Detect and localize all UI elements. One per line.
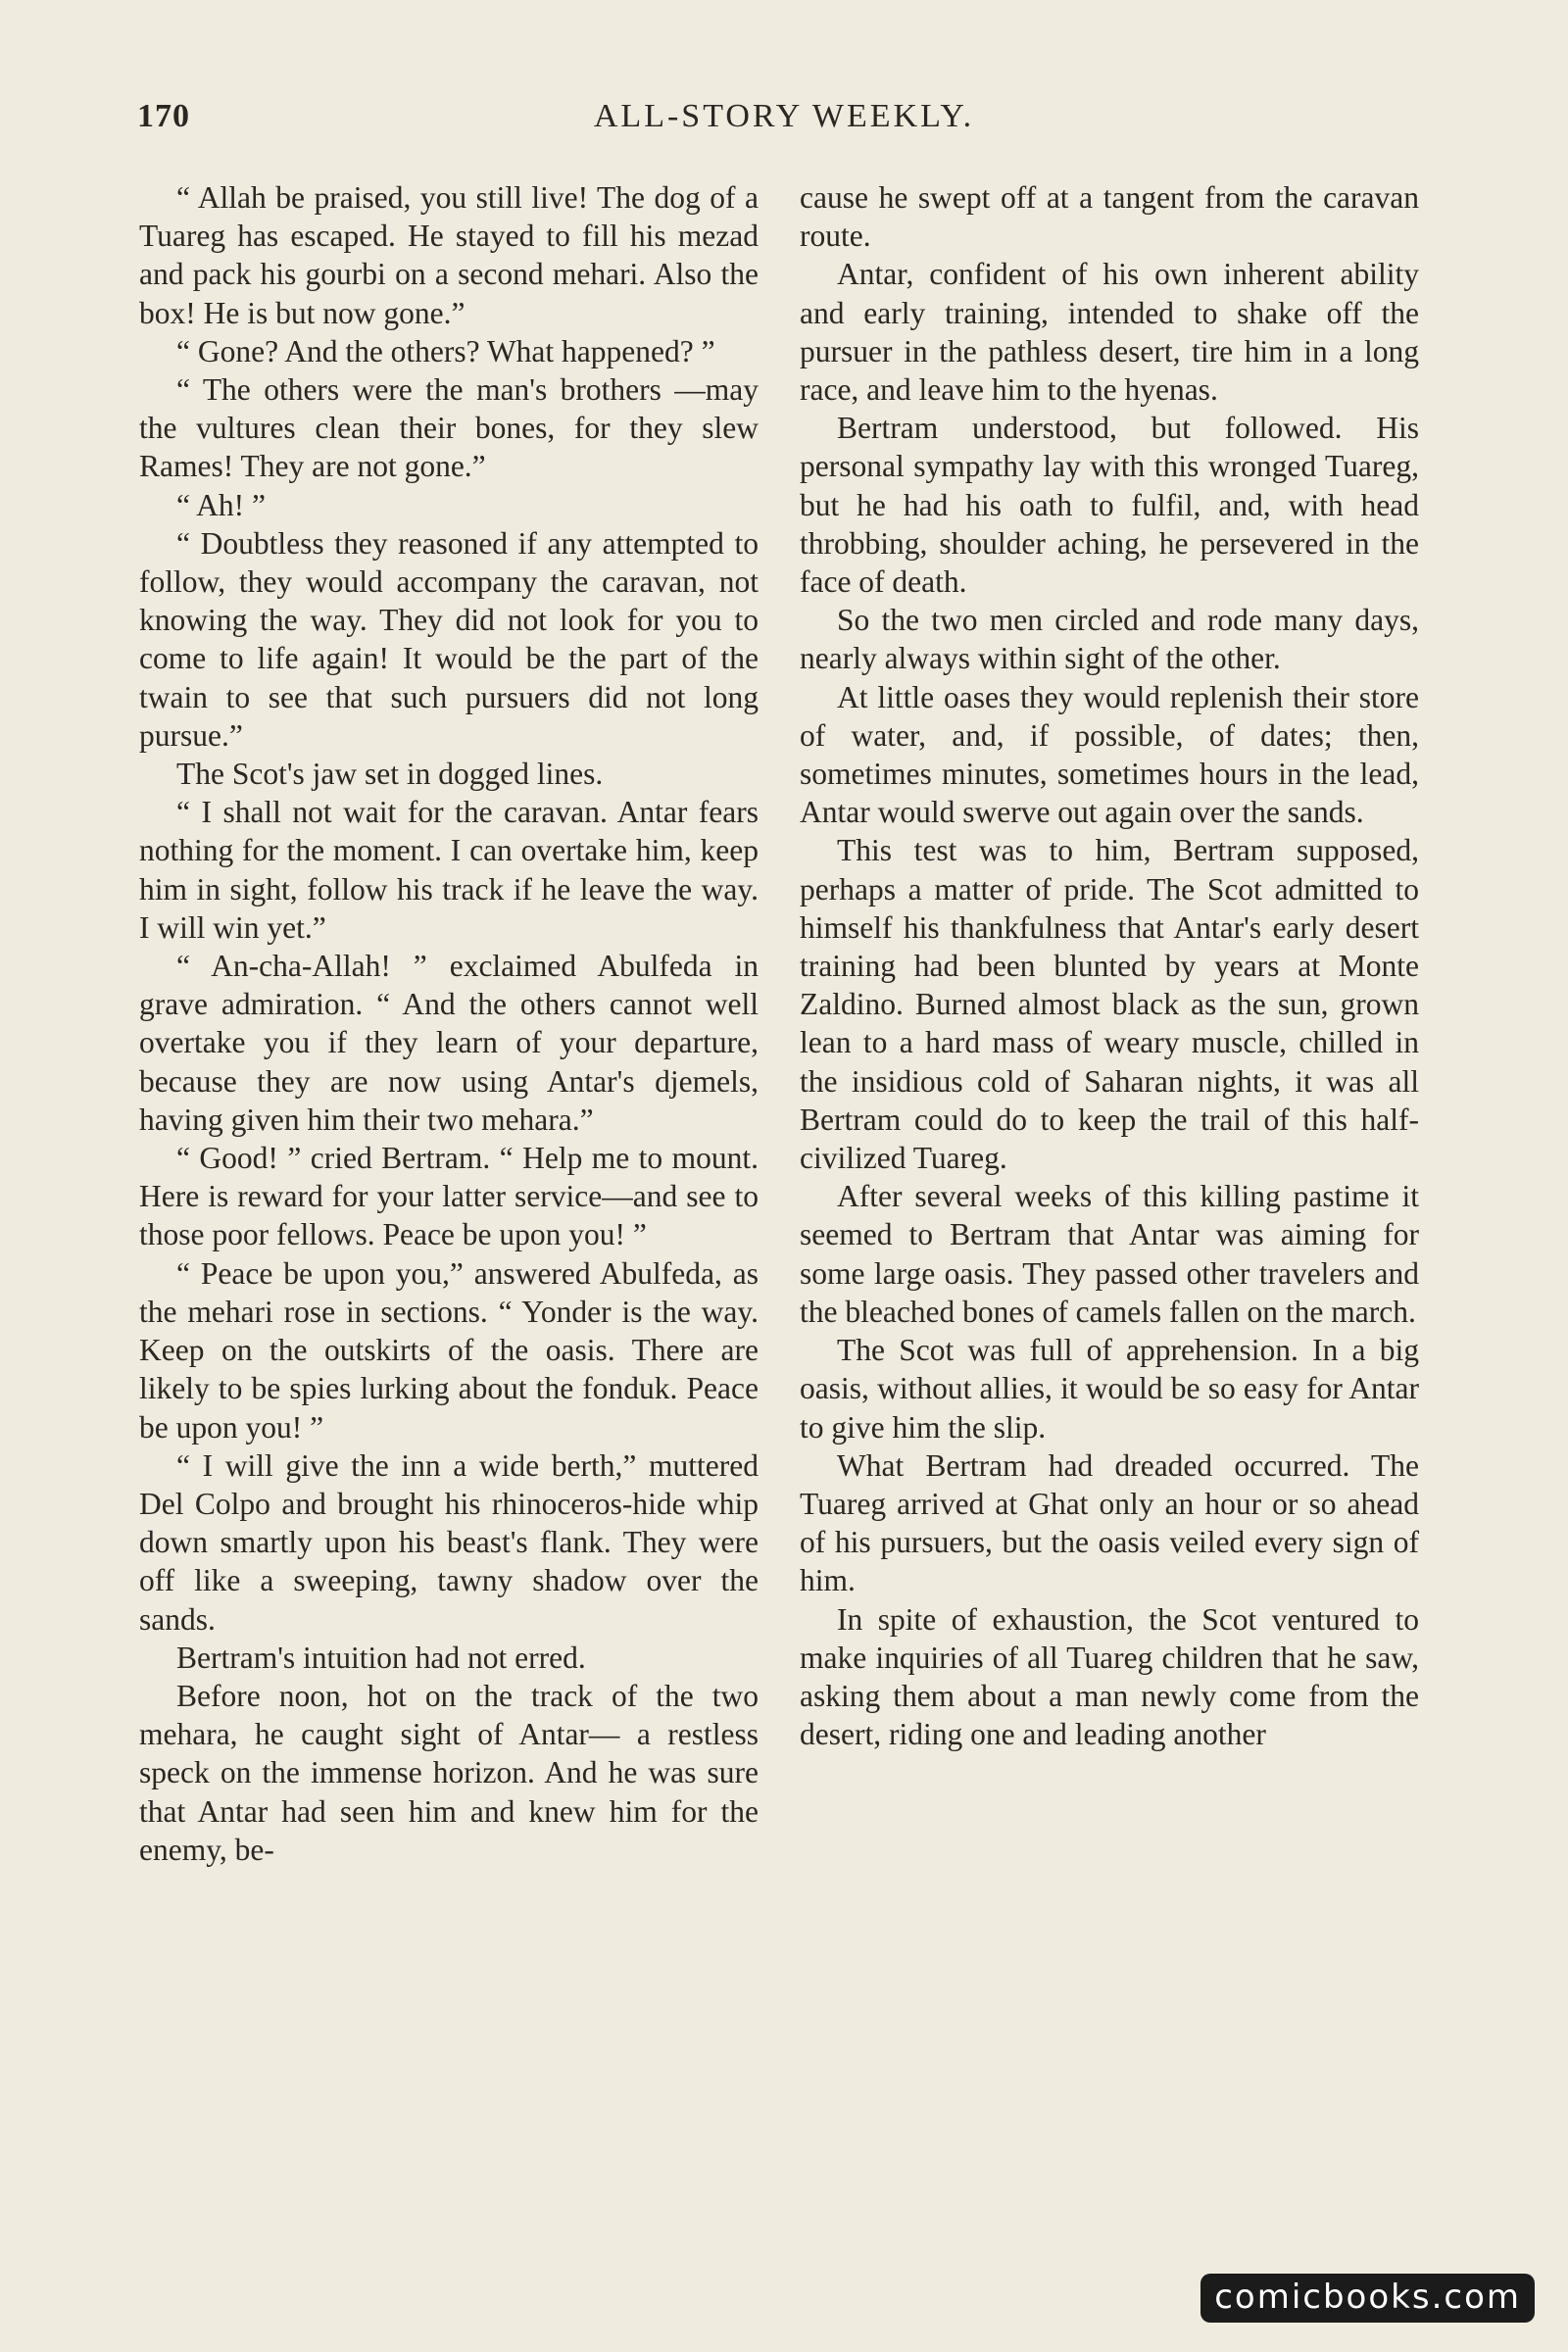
paragraph: “ I shall not wait for the caravan. Antar fears nothing for the moment. I can overtake him, keep him in sight, follow his track if he leave the way. I will win yet.” <box>139 795 759 945</box>
watermark-logo: comicbooks.com <box>1200 2274 1535 2323</box>
paragraph: “ The others were the man's brothers —may the vultures clean their bones, for they slew Rames! They are not gone.” <box>139 372 759 484</box>
paragraph: “ Allah be praised, you still live! The dog of a Tuareg has escaped. He stayed to fill his mezad and pack his gourbi on a second mehari. Also the box! He is but now gone.” <box>139 180 759 330</box>
paragraph: “ An-cha-Allah! ” exclaimed Abulfeda in grave admiration. “ And the others cannot well overtake you if they learn of your departure, because they are now using Antar's djemels, having given him their two mehara.” <box>139 949 759 1137</box>
paragraph: In spite of exhaustion, the Scot ventured to make inquiries of all Tuareg children that he saw, asking them about a man newly come from the desert, riding one and leading another <box>800 1601 1419 1752</box>
paragraph-continued: cause he swept off at a tangent from the caravan route. <box>800 180 1419 254</box>
paragraph: “ Doubtless they reasoned if any attempted to follow, they would accompany the caravan, not knowing the way. They did not look for you to come to life again! It would be the part of the twain to see that such pursuers did not long pursue.” <box>139 525 759 753</box>
paragraph: What Bertram had dreaded occurred. The Tuareg arrived at Ghat only an hour or so ahead of his pursuers, but the oasis veiled every sign of him. <box>800 1447 1419 1598</box>
paragraph: “ Peace be upon you,” answered Abulfeda, as the mehari rose in sections. “ Yonder is the way. Keep on the outskirts of the oasis. There are likely to be spies lurking about the fonduk. Peace be upon you! ” <box>139 1255 759 1445</box>
paragraph: “ Gone? And the others? What happened? ” <box>176 333 715 368</box>
paragraph: The Scot was full of apprehension. In a big oasis, without allies, it would be so easy for Antar to give him the slip. <box>800 1333 1419 1445</box>
paragraph: The Scot's jaw set in dogged lines. <box>176 757 604 792</box>
paragraph: “ I will give the inn a wide berth,” muttered Del Colpo and brought his rhinoceros-hide whip down smartly upon his beast's flank. They were off like a sweeping, tawny shadow over the sands. <box>139 1447 759 1637</box>
paragraph: Antar, confident of his own inherent ability and early training, intended to shake off the pursuer in the pathless desert, tire him in a long race, and leave him to the hyenas. <box>800 257 1419 408</box>
paragraph: This test was to him, Bertram supposed, perhaps a matter of pride. The Scot admitted to himself his thankfulness that Antar's early desert training had been blunted by years at Monte Zaldino. Burned almost black as the sun, grown lean to a hard mass of weary muscle, chilled in the insidious cold of Saharan nights, it was all Bertram could do to keep the trail of this half-civilized Tuareg. <box>800 833 1419 1176</box>
paragraph: Bertram understood, but followed. His personal sympathy lay with this wronged Tuareg, but he had his oath to fulfil, and, with head throbbing, shoulder aching, he persevered in the face of death. <box>800 411 1419 600</box>
paragraph: “ Good! ” cried Bertram. “ Help me to mount. Here is reward for your latter service—and see to those poor fellows. Peace be upon you! ” <box>139 1141 759 1252</box>
running-title: ALL-STORY WEEKLY. <box>593 98 975 134</box>
page-header <box>137 98 1431 147</box>
paragraph: So the two men circled and rode many days, nearly always within sight of the other. <box>800 603 1419 676</box>
page-number: 170 <box>137 98 190 134</box>
paragraph: “ Ah! ” <box>176 487 266 522</box>
right-text-column <box>800 178 1419 1753</box>
left-text-column <box>139 178 759 1869</box>
paragraph: Bertram's intuition had not erred. <box>176 1640 586 1675</box>
paragraph: Before noon, hot on the track of the two mehara, he caught sight of Antar— a restless speck on the immense horizon. And he was sure that Antar had seen him and knew him for the enemy, be- <box>139 1678 759 1867</box>
paragraph: At little oases they would replenish their store of water, and, if possible, of dates; then, sometimes minutes, sometimes hours in the lead, Antar would swerve out again over the sands. <box>800 679 1419 830</box>
paragraph: After several weeks of this killing pastime it seemed to Bertram that Antar was aiming for some large oasis. They passed other travelers and the bleached bones of camels fallen on the march. <box>800 1179 1419 1329</box>
